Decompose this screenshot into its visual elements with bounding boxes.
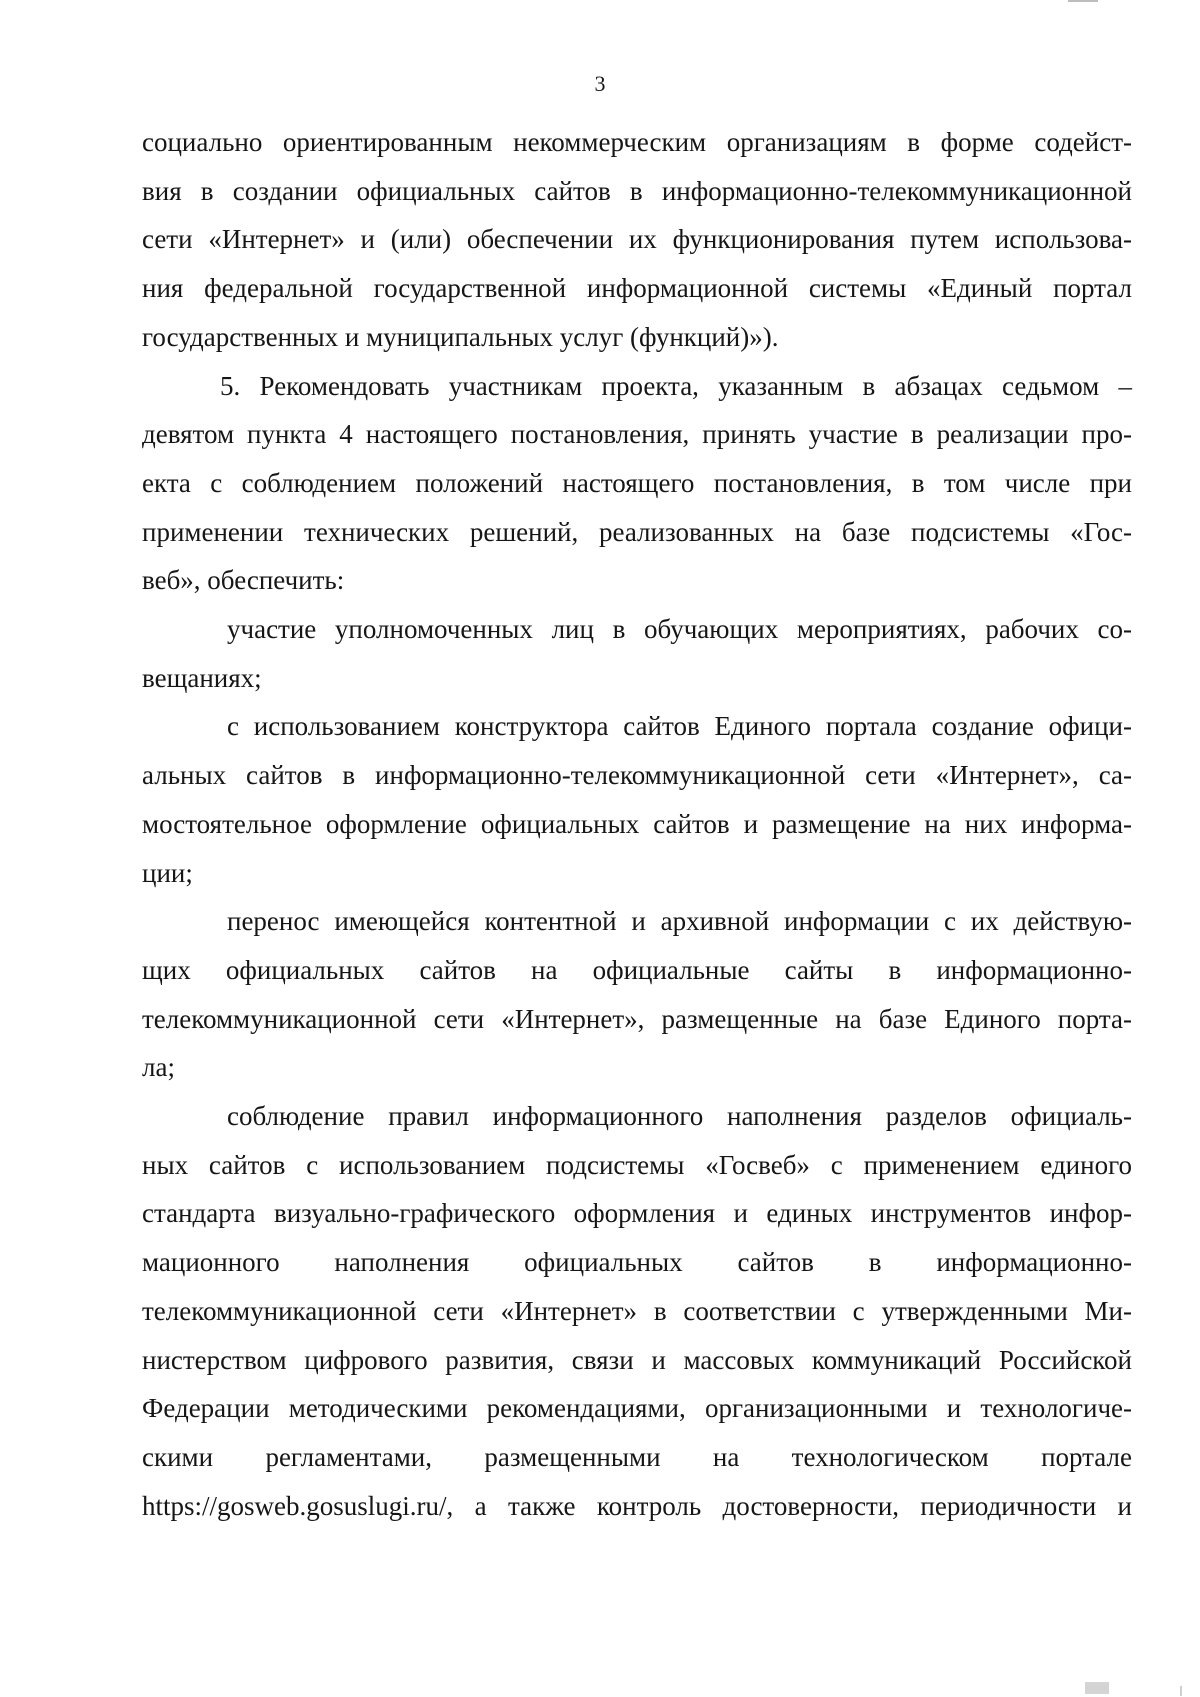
paragraph-continuation (142, 118, 1132, 362)
text-line: щих официальных сайтов на официальные сайты в информационно- (142, 954, 1132, 985)
text-line: скими регламентами, размещенными на технологическом портале (142, 1441, 1132, 1472)
paragraph-content-transfer (142, 897, 1132, 1092)
text-line: применении технических решений, реализованных на базе подсистемы «Гос- (142, 516, 1132, 547)
text-line: перенос имеющейся контентной и архивной информации с их действую- (227, 906, 1132, 937)
text-line: Федерации методическими рекомендациями, организационными и технологиче- (142, 1393, 1132, 1424)
text-line: ных сайтов с использованием подсистемы «Госвеб» с применением единого (142, 1149, 1132, 1180)
text-line: стандарта визуально-графического оформления и единых инструментов инфор- (142, 1198, 1132, 1229)
paragraph-training (142, 605, 1132, 702)
text-line: мационного наполнения официальных сайтов в информационно- (142, 1247, 1132, 1278)
text-line: вещаниях; (142, 662, 262, 693)
paragraph-item-5 (142, 362, 1132, 606)
text-line: участие уполномоченных лиц в обучающих мероприятиях, рабочих со- (227, 614, 1132, 645)
text-line: https://gosweb.gosuslugi.ru/, а также контроль достоверности, периодичности и (142, 1490, 1132, 1521)
text-line: телекоммуникационной сети «Интернет», размещенные на базе Единого порта- (142, 1003, 1132, 1034)
text-line: сети «Интернет» и (или) обеспечении их функционирования путем использова- (142, 224, 1132, 255)
text-line: 5. Рекомендовать участникам проекта, указанным в абзацах седьмом – (220, 370, 1132, 401)
text-line: ции; (142, 857, 193, 888)
text-line: с использованием конструктора сайтов Единого портала создание офици- (227, 711, 1132, 742)
text-line: вия в создании официальных сайтов в информационно-телекоммуникационной (142, 175, 1132, 206)
text-line: екта с соблюдением положений настоящего постановления, в том числе при (142, 467, 1132, 498)
text-line: нистерством цифрового развития, связи и массовых коммуникаций Российской (142, 1344, 1132, 1375)
paragraph-site-builder (142, 702, 1132, 897)
document-body (142, 118, 1132, 1530)
paragraph-content-rules (142, 1092, 1132, 1530)
scan-mark (1180, 1686, 1182, 1696)
text-line: ла; (142, 1052, 175, 1083)
text-line: веб», обеспечить: (142, 565, 345, 596)
page-number: 3 (594, 71, 606, 96)
text-line: ния федеральной государственной информационной системы «Единый портал (142, 273, 1132, 304)
text-line: мостоятельное оформление официальных сайтов и размещение на них информа- (142, 808, 1132, 839)
text-line: государственных и муниципальных услуг (функций)»). (142, 321, 779, 352)
text-line: девятом пункта 4 настоящего постановления, принять участие в реализации про- (142, 419, 1132, 450)
text-line: соблюдение правил информационного наполнения разделов официаль- (227, 1101, 1132, 1132)
text-line: альных сайтов в информационно-телекоммуникационной сети «Интернет», са- (142, 760, 1132, 791)
scan-mark (1085, 1682, 1109, 1694)
text-line: телекоммуникационной сети «Интернет» в соответствии с утвержденными Ми- (142, 1295, 1132, 1326)
text-line: социально ориентированным некоммерческим организациям в форме содейст- (142, 127, 1132, 157)
scan-mark (1068, 0, 1098, 2)
